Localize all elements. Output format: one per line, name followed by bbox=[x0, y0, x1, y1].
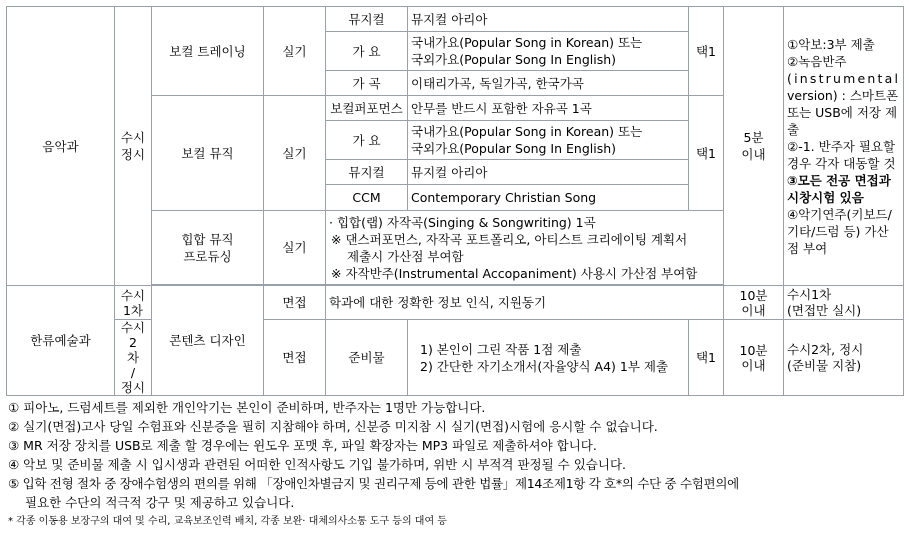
content-interview-1: 학과에 대한 정확한 정보 인식, 지원동기 bbox=[326, 286, 724, 320]
content-cell: Contemporary Christian Song bbox=[408, 185, 689, 211]
time-interview-1: 10분 이내 bbox=[724, 286, 784, 320]
footnote: ③ MR 저장 장치를 USB로 제출 할 경우에는 윈도우 포맷 후, 파일 확장자는 MP3 파일로 제출하셔야 합니다. bbox=[8, 438, 597, 453]
category-cell: 보컬퍼포먼스 bbox=[326, 96, 408, 121]
content-hiphop bbox=[326, 211, 724, 285]
content-cell: 안무를 반드시 포함한 자유곡 1곡 bbox=[408, 96, 689, 121]
category-cell: 뮤지컬 bbox=[326, 7, 408, 32]
footnote: ② 실기(면접)고사 당일 수험표와 신분증을 필히 지참해야 하며, 신분증 미지참 시 실기(면접)시험에 응시할 수 없습니다. bbox=[8, 419, 658, 434]
content-prep: 1) 본인이 그린 작품 1점 제출 2) 간단한 자기소개서(자율양식 A4) 1부 제출 bbox=[408, 320, 689, 396]
category-prep: 준비물 bbox=[326, 320, 408, 396]
choice-vocal-music: 택1 bbox=[689, 96, 724, 211]
content-cell: 국내가요(Popular Song in Korean) 또는 국외가요(Popular Song In English) bbox=[408, 32, 689, 71]
category-cell: CCM bbox=[326, 185, 408, 211]
track-vocal-music: 보컬 뮤직 bbox=[152, 96, 264, 211]
small-note: * 각종 이동용 보장구의 대여 및 수리, 교육보조인력 배치, 각종 보완· 대체의사소통 도구 등의 대여 등 bbox=[8, 516, 447, 527]
note-interview-1: 수시1차 (면접만 실시) bbox=[784, 286, 904, 320]
note-3: ②-1. 반주자 필요할 경우 각자 대동할 것 bbox=[787, 138, 896, 171]
period-hallyu-1: 수시 1차 bbox=[115, 286, 152, 320]
period-music: 수시 정시 bbox=[115, 7, 152, 286]
note-2: ②녹음반주 bbox=[787, 53, 847, 69]
track-contents-design: 콘텐츠 디자인 bbox=[152, 286, 264, 396]
notes-music bbox=[784, 7, 904, 286]
type-interview-1: 면접 bbox=[264, 286, 326, 320]
time-music: 5분 이내 bbox=[724, 7, 784, 286]
track-vocal-training: 보컬 트레이닝 bbox=[152, 7, 264, 96]
period-hallyu-2: 수시2 차 / 정시 bbox=[115, 320, 152, 396]
footnotes bbox=[8, 398, 903, 530]
category-cell: 뮤지컬 bbox=[326, 160, 408, 185]
note-2c: version) : 스마트폰 또는 USB에 저장 제출 bbox=[787, 87, 899, 137]
note-5: ④악기연주(키보드/기타/드럼 등) 가산점 부여 bbox=[787, 206, 892, 256]
category-cell: 가 요 bbox=[326, 32, 408, 71]
note-4: ③모든 전공 면접과 시창시험 있음 bbox=[787, 172, 891, 205]
hiphop-line: ※ 댄스퍼포먼스, 자작곡 포트폴리오, 아티스트 크리에이팅 계획서 bbox=[331, 231, 688, 247]
footnote: ④ 악보 및 준비물 제출 시 입시생과 관련된 어떠한 인적사항도 기입 불가하며, 위반 시 부적격 판정될 수 있습니다. bbox=[8, 457, 627, 472]
choice-vocal-training: 택1 bbox=[689, 7, 724, 96]
content-cell: 뮤지컬 아리아 bbox=[408, 7, 689, 32]
dept-music: 음악과 bbox=[7, 7, 115, 286]
type-vocal-training: 실기 bbox=[264, 7, 326, 96]
type-interview-2: 면접 bbox=[264, 320, 326, 396]
hiphop-line: ※ 자작반주(Instrumental Accopaniment) 사용시 가산점 부여함 bbox=[331, 265, 698, 281]
type-vocal-music: 실기 bbox=[264, 96, 326, 211]
content-cell: 뮤지컬 아리아 bbox=[408, 160, 689, 185]
footnote: ⑤ 입학 전형 절차 중 장애수험생의 편의를 위해 「장애인차별금지 및 권리구제 등에 관한 법률」제14조제1항 각 호*의 수단 중 수험편의에 bbox=[8, 476, 739, 491]
footnote: 필요한 수단의 적극적 강구 및 제공하고 있습니다. bbox=[25, 495, 295, 510]
dept-hallyu: 한류예술과 bbox=[7, 286, 115, 396]
hiphop-line: · 힙합(랩) 자작곡(Singing & Songwriting) 1곡 bbox=[329, 214, 596, 230]
category-cell: 가 요 bbox=[326, 121, 408, 160]
track-hiphop: 힙합 뮤직 프로듀싱 bbox=[152, 211, 264, 285]
choice-prep: 택1 bbox=[689, 320, 724, 396]
content-cell: 국내가요(Popular Song in Korean) 또는 국외가요(Popular Song In English) bbox=[408, 121, 689, 160]
footnote: ① 피아노, 드럼세트를 제외한 개인악기는 본인이 준비하며, 반주자는 1명만 가능합니다. bbox=[8, 400, 486, 415]
type-hiphop: 실기 bbox=[264, 211, 326, 285]
note-interview-2: 수시2차, 정시 (준비물 지참) bbox=[784, 320, 904, 396]
note-2b: (instrumental bbox=[787, 70, 901, 86]
exam-table bbox=[6, 6, 904, 396]
note-1: ①악보:3부 제출 bbox=[787, 36, 875, 52]
content-cell: 이태리가곡, 독일가곡, 한국가곡 bbox=[408, 71, 689, 96]
category-cell: 가 곡 bbox=[326, 71, 408, 96]
hiphop-line: 제출시 가산점 부여함 bbox=[347, 248, 464, 264]
time-interview-2: 10분 이내 bbox=[724, 320, 784, 396]
